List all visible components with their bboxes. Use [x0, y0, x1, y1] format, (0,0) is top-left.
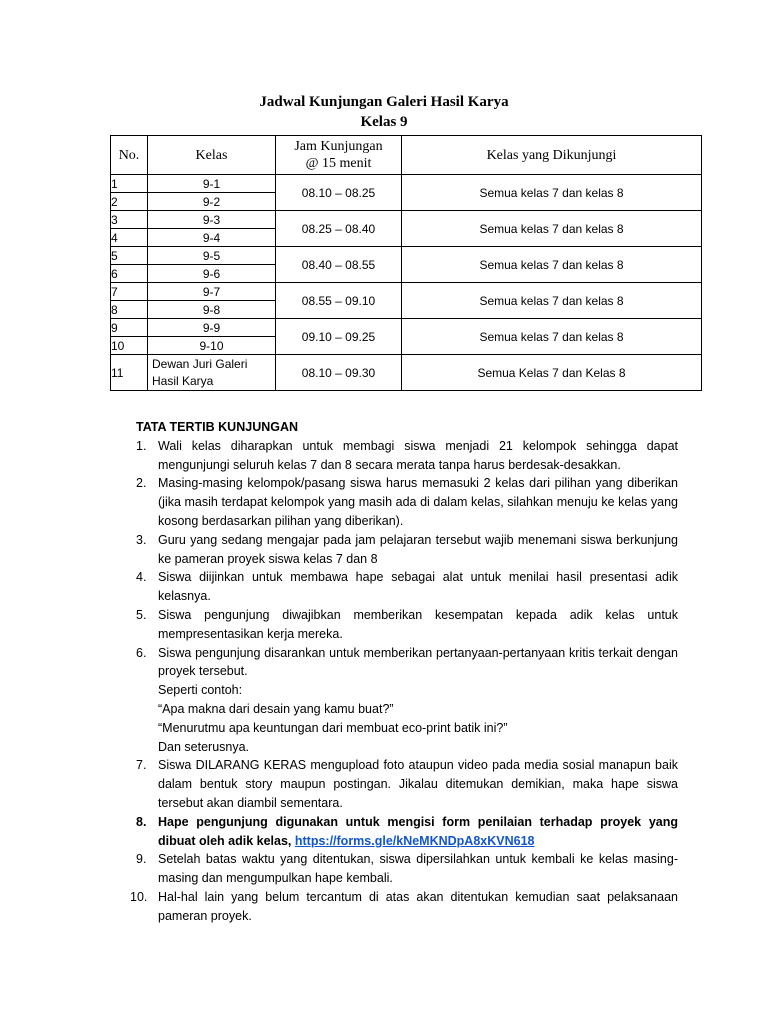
cell-no: 1: [111, 175, 148, 193]
rule-text: Siswa diijinkan untuk membawa hape sebagai alat untuk menilai hasil presentasi adik kelasnya.: [158, 570, 678, 604]
rule-number: 7.: [136, 758, 147, 773]
cell-no: 5: [111, 247, 148, 265]
table-row: [111, 283, 702, 301]
table-row: [111, 319, 702, 337]
rule-text: Wali kelas diharapkan untuk membagi siswa menjadi 21 kelompok sehingga dapat mengunjungi seluruh kelas 7 dan 8 secara merata tanpa harus berdesak-desakkan.: [158, 438, 678, 472]
cell-no: 11: [111, 355, 148, 391]
cell-no: 10: [111, 337, 148, 355]
table-row-juri: [111, 355, 702, 391]
header-no: No.: [111, 136, 148, 175]
header-kelas-dikunjungi: Kelas yang Dikunjungi: [402, 136, 702, 175]
cell-jam: 08.10 – 09.30: [276, 355, 402, 391]
cell-kelas: 9-7: [148, 283, 276, 301]
cell-kelas: 9-8: [148, 301, 276, 319]
table-row: [111, 211, 702, 229]
header-kelas: Kelas: [148, 136, 276, 175]
cell-kelas-juri-line1: Dewan Juri Galeri: [152, 356, 248, 371]
list-item: [136, 644, 678, 757]
cell-kelas-juri-line2: Hasil Karya: [152, 373, 214, 388]
rule-number: 6.: [136, 645, 147, 660]
rule-text: Setelah batas waktu yang ditentukan, siswa dipersilahkan untuk kembali ke kelas masing-masing dan mengumpulkan hape kembali.: [158, 852, 678, 886]
document-subtitle: Kelas 9: [360, 114, 408, 130]
rule-number: 1.: [136, 438, 147, 453]
schedule-table: [110, 135, 702, 391]
list-item: [136, 531, 678, 569]
cell-no: 7: [111, 283, 148, 301]
cell-kelas: 9-9: [148, 319, 276, 337]
cell-jam: 09.10 – 09.25: [276, 319, 402, 355]
cell-kunjungan: Semua kelas 7 dan kelas 8: [402, 247, 702, 283]
cell-kelas: 9-6: [148, 265, 276, 283]
table-header-row: [111, 136, 702, 175]
cell-no: 6: [111, 265, 148, 283]
cell-no: 9: [111, 319, 148, 337]
rule-number: 10.: [130, 889, 148, 904]
list-item: [130, 888, 678, 926]
list-item: [136, 437, 678, 475]
cell-kunjungan: Semua Kelas 7 dan Kelas 8: [402, 355, 702, 391]
cell-kelas: 9-1: [148, 175, 276, 193]
rule-text: Hape pengunjung digunakan untuk mengisi form penilaian terhadap proyek yang dibuat oleh adik kelas,: [158, 814, 678, 848]
rule-text: Masing-masing kelompok/pasang siswa harus memasuki 2 kelas dari pilihan yang diberikan (jika masih terdapat kelompok yang masih ada di dalam kelas, silahkan menuju ke kelas yang kosong berdasarkan pilihan yang diberikan).: [158, 476, 678, 528]
rule-number: 9.: [136, 852, 147, 867]
cell-kunjungan: Semua kelas 7 dan kelas 8: [402, 319, 702, 355]
rules-list: [130, 437, 678, 926]
cell-kelas-juri: [148, 355, 276, 391]
table-row: [111, 247, 702, 265]
list-item: [136, 474, 678, 530]
cell-jam: 08.40 – 08.55: [276, 247, 402, 283]
cell-no: 8: [111, 301, 148, 319]
cell-kelas: 9-3: [148, 211, 276, 229]
rules-title: TATA TERTIB KUNJUNGAN: [136, 420, 299, 434]
rule-example-intro: Seperti contoh:: [158, 683, 243, 698]
cell-no: 2: [111, 193, 148, 211]
list-item: [136, 813, 678, 851]
rule-example-outro: Dan seterusnya.: [158, 739, 250, 754]
cell-no: 3: [111, 211, 148, 229]
rule-number: 2.: [136, 476, 147, 491]
list-item: [136, 756, 678, 812]
cell-kunjungan: Semua kelas 7 dan kelas 8: [402, 283, 702, 319]
rule-text: Guru yang sedang mengajar pada jam pelajaran tersebut wajib menemani siswa berkunjung ke pameran proyek siswa kelas 7 dan 8: [158, 532, 678, 566]
rule-example-question: “Apa makna dari desain yang kamu buat?”: [158, 701, 394, 716]
cell-jam: 08.55 – 09.10: [276, 283, 402, 319]
cell-no: 4: [111, 229, 148, 247]
list-item: [136, 568, 678, 606]
cell-kunjungan: Semua kelas 7 dan kelas 8: [402, 175, 702, 211]
rule-number: 3.: [136, 532, 147, 547]
header-jam: [276, 136, 402, 175]
document-title: Jadwal Kunjungan Galeri Hasil Karya: [259, 94, 509, 110]
header-jam-line1: Jam Kunjungan: [294, 139, 383, 154]
cell-kelas: 9-2: [148, 193, 276, 211]
rule-text: Siswa pengunjung diwajibkan memberikan kesempatan kepada adik kelas untuk mempresentasikan kerja mereka.: [158, 607, 678, 641]
rules-section: [130, 418, 678, 926]
cell-kelas: 9-10: [148, 337, 276, 355]
cell-jam: 08.10 – 08.25: [276, 175, 402, 211]
rule-number: 5.: [136, 607, 147, 622]
rule-number: 4.: [136, 570, 147, 585]
table-row: [111, 175, 702, 193]
rule-number: 8.: [136, 814, 147, 829]
rule-example-question: “Menurutmu apa keuntungan dari membuat eco-print batik ini?”: [158, 720, 508, 735]
cell-kelas: 9-4: [148, 229, 276, 247]
rule-text: Siswa DILARANG KERAS mengupload foto ataupun video pada media sosial manapun baik dalam bentuk story maupun postingan. Jikalau ditemukan demikian, maka hape siswa tersebut akan diambil sementara.: [158, 758, 678, 810]
rule-text: Hal-hal lain yang belum tercantum di atas akan ditentukan kemudian saat pelaksanaan pameran proyek.: [158, 889, 678, 923]
list-item: [136, 850, 678, 888]
cell-kunjungan: Semua kelas 7 dan kelas 8: [402, 211, 702, 247]
rule-text: Siswa pengunjung disarankan untuk memberikan pertanyaan-pertanyaan kritis terkait dengan proyek tersebut.: [158, 645, 678, 679]
header-jam-line2: @ 15 menit: [305, 156, 372, 171]
cell-kelas: 9-5: [148, 247, 276, 265]
form-link[interactable]: https://forms.gle/kNeMKNDpA8xKVN618: [294, 833, 535, 848]
cell-jam: 08.25 – 08.40: [276, 211, 402, 247]
list-item: [136, 606, 678, 644]
